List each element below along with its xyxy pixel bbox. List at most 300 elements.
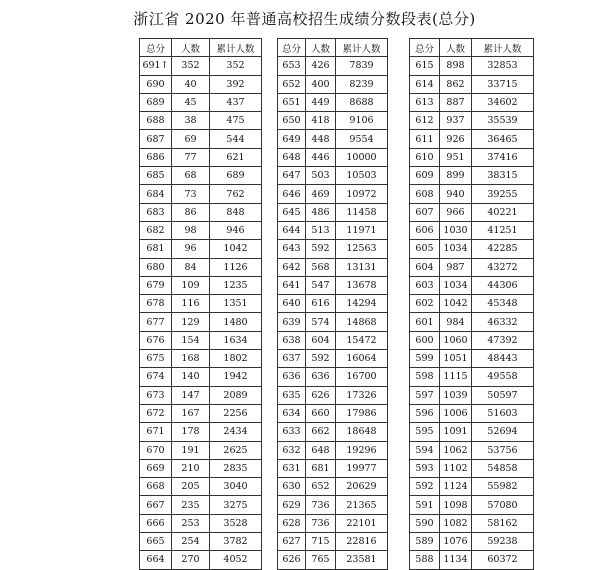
table-row (410, 313, 534, 331)
score-cell: 671 (140, 423, 172, 441)
table-row (140, 203, 262, 221)
score-cell: 650 (278, 112, 306, 130)
cumulative-cell: 7839 (336, 57, 388, 75)
count-cell: 1034 (440, 276, 472, 294)
table-row (410, 478, 534, 496)
score-cell: 675 (140, 350, 172, 368)
table-row (278, 368, 388, 386)
table-row (278, 441, 388, 459)
table-row (140, 441, 262, 459)
table-row (278, 551, 388, 569)
count-cell: 84 (172, 258, 210, 276)
score-cell: 691↑ (140, 57, 172, 75)
count-cell: 765 (306, 551, 336, 569)
count-cell: 1082 (440, 514, 472, 532)
cumulative-cell: 39255 (472, 185, 534, 203)
count-cell: 98 (172, 221, 210, 239)
score-cell: 643 (278, 240, 306, 258)
count-cell: 1134 (440, 551, 472, 569)
header-count: 人数 (306, 39, 336, 57)
score-cell: 605 (410, 240, 440, 258)
table-row (410, 295, 534, 313)
cumulative-cell: 17326 (336, 386, 388, 404)
count-cell: 937 (440, 112, 472, 130)
score-cell: 647 (278, 167, 306, 185)
count-cell: 253 (172, 514, 210, 532)
cumulative-cell: 55982 (472, 478, 534, 496)
cumulative-cell: 41251 (472, 221, 534, 239)
count-cell: 984 (440, 313, 472, 331)
score-cell: 664 (140, 551, 172, 569)
score-cell: 677 (140, 313, 172, 331)
table-row (140, 350, 262, 368)
cumulative-cell: 4052 (210, 551, 262, 569)
count-cell: 77 (172, 148, 210, 166)
table-row (278, 130, 388, 148)
cumulative-cell: 848 (210, 203, 262, 221)
table-row (140, 459, 262, 477)
header-cumulative: 累计人数 (472, 39, 534, 57)
count-cell: 987 (440, 258, 472, 276)
table-row (410, 368, 534, 386)
cumulative-cell: 16700 (336, 368, 388, 386)
table-row (140, 57, 262, 75)
table-row (140, 496, 262, 514)
table-row (140, 240, 262, 258)
cumulative-cell: 60372 (472, 551, 534, 569)
cumulative-cell: 44306 (472, 276, 534, 294)
count-cell: 254 (172, 533, 210, 551)
count-cell: 38 (172, 112, 210, 130)
count-cell: 140 (172, 368, 210, 386)
score-cell: 635 (278, 386, 306, 404)
table-row (410, 551, 534, 569)
table-row (140, 331, 262, 349)
cumulative-cell: 352 (210, 57, 262, 75)
table-row (278, 386, 388, 404)
cumulative-cell: 59238 (472, 533, 534, 551)
score-cell: 667 (140, 496, 172, 514)
count-cell: 1042 (440, 295, 472, 313)
cumulative-cell: 621 (210, 148, 262, 166)
header-cumulative: 累计人数 (336, 39, 388, 57)
score-cell: 603 (410, 276, 440, 294)
score-cell: 599 (410, 350, 440, 368)
count-cell: 681 (306, 459, 336, 477)
cumulative-cell: 42285 (472, 240, 534, 258)
count-cell: 547 (306, 276, 336, 294)
score-cell: 681 (140, 240, 172, 258)
score-cell: 638 (278, 331, 306, 349)
score-cell: 673 (140, 386, 172, 404)
count-cell: 899 (440, 167, 472, 185)
count-cell: 210 (172, 459, 210, 477)
count-cell: 191 (172, 441, 210, 459)
count-cell: 652 (306, 478, 336, 496)
cumulative-cell: 3275 (210, 496, 262, 514)
cumulative-cell: 32853 (472, 57, 534, 75)
score-cell: 688 (140, 112, 172, 130)
score-cell: 687 (140, 130, 172, 148)
cumulative-cell: 19977 (336, 459, 388, 477)
table-row (410, 148, 534, 166)
score-cell: 672 (140, 404, 172, 422)
table-header-row (410, 39, 534, 57)
cumulative-cell: 17986 (336, 404, 388, 422)
score-cell: 651 (278, 93, 306, 111)
score-cell: 615 (410, 57, 440, 75)
table-row (140, 276, 262, 294)
count-cell: 736 (306, 514, 336, 532)
cumulative-cell: 3782 (210, 533, 262, 551)
cumulative-cell: 16064 (336, 350, 388, 368)
cumulative-cell: 46332 (472, 313, 534, 331)
score-table-3 (409, 38, 534, 570)
cumulative-cell: 1802 (210, 350, 262, 368)
score-cell: 682 (140, 221, 172, 239)
score-cell: 588 (410, 551, 440, 569)
cumulative-cell: 14294 (336, 295, 388, 313)
cumulative-cell: 392 (210, 75, 262, 93)
cumulative-cell: 2625 (210, 441, 262, 459)
score-cell: 684 (140, 185, 172, 203)
score-cell: 644 (278, 221, 306, 239)
score-cell: 632 (278, 441, 306, 459)
cumulative-cell: 3528 (210, 514, 262, 532)
table-row (410, 112, 534, 130)
count-cell: 205 (172, 478, 210, 496)
cumulative-cell: 13678 (336, 276, 388, 294)
score-cell: 641 (278, 276, 306, 294)
cumulative-cell: 2089 (210, 386, 262, 404)
score-cell: 631 (278, 459, 306, 477)
cumulative-cell: 18648 (336, 423, 388, 441)
score-cell: 674 (140, 368, 172, 386)
count-cell: 926 (440, 130, 472, 148)
header-score: 总分 (410, 39, 440, 57)
cumulative-cell: 52694 (472, 423, 534, 441)
table-row (410, 221, 534, 239)
header-count: 人数 (172, 39, 210, 57)
table-row (410, 496, 534, 514)
table-row (140, 112, 262, 130)
count-cell: 1076 (440, 533, 472, 551)
score-cell: 670 (140, 441, 172, 459)
count-cell: 1006 (440, 404, 472, 422)
cumulative-cell: 13131 (336, 258, 388, 276)
count-cell: 486 (306, 203, 336, 221)
score-cell: 642 (278, 258, 306, 276)
table-row (410, 240, 534, 258)
count-cell: 616 (306, 295, 336, 313)
score-cell: 685 (140, 167, 172, 185)
table-row (140, 75, 262, 93)
count-cell: 898 (440, 57, 472, 75)
table-row (140, 130, 262, 148)
count-cell: 592 (306, 350, 336, 368)
score-cell: 600 (410, 331, 440, 349)
score-cell: 636 (278, 368, 306, 386)
score-cell: 626 (278, 551, 306, 569)
cumulative-cell: 12563 (336, 240, 388, 258)
score-cell: 596 (410, 404, 440, 422)
cumulative-cell: 8688 (336, 93, 388, 111)
count-cell: 448 (306, 130, 336, 148)
cumulative-cell: 946 (210, 221, 262, 239)
count-cell: 86 (172, 203, 210, 221)
count-cell: 568 (306, 258, 336, 276)
table-row (278, 313, 388, 331)
table-row (410, 459, 534, 477)
cumulative-cell: 53756 (472, 441, 534, 459)
table-row (278, 459, 388, 477)
table-row (140, 148, 262, 166)
table-row (278, 75, 388, 93)
table-row (278, 295, 388, 313)
table-row (410, 441, 534, 459)
count-cell: 736 (306, 496, 336, 514)
score-cell: 590 (410, 514, 440, 532)
count-cell: 1062 (440, 441, 472, 459)
cumulative-cell: 1480 (210, 313, 262, 331)
cumulative-cell: 40221 (472, 203, 534, 221)
score-cell: 666 (140, 514, 172, 532)
count-cell: 1115 (440, 368, 472, 386)
count-cell: 109 (172, 276, 210, 294)
cumulative-cell: 51603 (472, 404, 534, 422)
table-row (410, 350, 534, 368)
count-cell: 940 (440, 185, 472, 203)
score-cell: 665 (140, 533, 172, 551)
cumulative-cell: 33715 (472, 75, 534, 93)
score-cell: 589 (410, 533, 440, 551)
score-cell: 602 (410, 295, 440, 313)
table-row (278, 221, 388, 239)
score-cell: 604 (410, 258, 440, 276)
count-cell: 636 (306, 368, 336, 386)
cumulative-cell: 48443 (472, 350, 534, 368)
cumulative-cell: 2434 (210, 423, 262, 441)
table-row (278, 496, 388, 514)
table-row (410, 386, 534, 404)
cumulative-cell: 22816 (336, 533, 388, 551)
count-cell: 1030 (440, 221, 472, 239)
score-cell: 652 (278, 75, 306, 93)
table-row (410, 258, 534, 276)
score-cell: 633 (278, 423, 306, 441)
count-cell: 116 (172, 295, 210, 313)
cumulative-cell: 8239 (336, 75, 388, 93)
table-row (140, 185, 262, 203)
table-row (278, 112, 388, 130)
cumulative-cell: 762 (210, 185, 262, 203)
cumulative-cell: 10972 (336, 185, 388, 203)
table-row (278, 93, 388, 111)
table-row (140, 258, 262, 276)
score-cell: 648 (278, 148, 306, 166)
cumulative-cell: 2256 (210, 404, 262, 422)
score-cell: 628 (278, 514, 306, 532)
score-cell: 591 (410, 496, 440, 514)
cumulative-cell: 20629 (336, 478, 388, 496)
cumulative-cell: 9106 (336, 112, 388, 130)
cumulative-cell: 54858 (472, 459, 534, 477)
cumulative-cell: 1126 (210, 258, 262, 276)
count-cell: 574 (306, 313, 336, 331)
table-row (140, 167, 262, 185)
cumulative-cell: 1042 (210, 240, 262, 258)
count-cell: 167 (172, 404, 210, 422)
cumulative-cell: 43272 (472, 258, 534, 276)
cumulative-cell: 1634 (210, 331, 262, 349)
cumulative-cell: 1942 (210, 368, 262, 386)
cumulative-cell: 37416 (472, 148, 534, 166)
count-cell: 40 (172, 75, 210, 93)
count-cell: 352 (172, 57, 210, 75)
count-cell: 862 (440, 75, 472, 93)
score-cell: 597 (410, 386, 440, 404)
score-table-2 (277, 38, 388, 570)
score-cell: 637 (278, 350, 306, 368)
count-cell: 96 (172, 240, 210, 258)
count-cell: 513 (306, 221, 336, 239)
score-cell: 645 (278, 203, 306, 221)
table-row (278, 57, 388, 75)
score-cell: 595 (410, 423, 440, 441)
table-row (410, 93, 534, 111)
count-cell: 592 (306, 240, 336, 258)
table-row (278, 533, 388, 551)
score-cell: 609 (410, 167, 440, 185)
cumulative-cell: 50597 (472, 386, 534, 404)
cumulative-cell: 3040 (210, 478, 262, 496)
count-cell: 129 (172, 313, 210, 331)
count-cell: 604 (306, 331, 336, 349)
score-cell: 608 (410, 185, 440, 203)
table-row (278, 203, 388, 221)
count-cell: 235 (172, 496, 210, 514)
table-row (410, 423, 534, 441)
cumulative-cell: 19296 (336, 441, 388, 459)
count-cell: 418 (306, 112, 336, 130)
count-cell: 426 (306, 57, 336, 75)
table-row (278, 148, 388, 166)
table-row (140, 404, 262, 422)
count-cell: 449 (306, 93, 336, 111)
table-header-row (278, 39, 388, 57)
cumulative-cell: 689 (210, 167, 262, 185)
cumulative-cell: 10503 (336, 167, 388, 185)
score-cell: 630 (278, 478, 306, 496)
score-cell: 680 (140, 258, 172, 276)
count-cell: 1098 (440, 496, 472, 514)
count-cell: 446 (306, 148, 336, 166)
cumulative-cell: 475 (210, 112, 262, 130)
cumulative-cell: 1351 (210, 295, 262, 313)
table-row (410, 331, 534, 349)
header-cumulative: 累计人数 (210, 39, 262, 57)
table-row (278, 276, 388, 294)
score-cell: 594 (410, 441, 440, 459)
cumulative-cell: 10000 (336, 148, 388, 166)
score-cell: 678 (140, 295, 172, 313)
table-row (140, 386, 262, 404)
table-row (410, 185, 534, 203)
table-row (410, 533, 534, 551)
count-cell: 1102 (440, 459, 472, 477)
count-cell: 966 (440, 203, 472, 221)
table-row (140, 533, 262, 551)
table-header-row (140, 39, 262, 57)
count-cell: 648 (306, 441, 336, 459)
cumulative-cell: 34602 (472, 93, 534, 111)
count-cell: 168 (172, 350, 210, 368)
table-row (410, 75, 534, 93)
score-cell: 634 (278, 404, 306, 422)
score-cell: 679 (140, 276, 172, 294)
count-cell: 69 (172, 130, 210, 148)
count-cell: 400 (306, 75, 336, 93)
cumulative-cell: 38315 (472, 167, 534, 185)
score-cell: 614 (410, 75, 440, 93)
table-row (140, 221, 262, 239)
count-cell: 1039 (440, 386, 472, 404)
table-row (410, 57, 534, 75)
score-cell: 592 (410, 478, 440, 496)
score-cell: 627 (278, 533, 306, 551)
cumulative-cell: 35539 (472, 112, 534, 130)
header-score: 总分 (278, 39, 306, 57)
score-cell: 649 (278, 130, 306, 148)
cumulative-cell: 11971 (336, 221, 388, 239)
cumulative-cell: 11458 (336, 203, 388, 221)
table-row (140, 514, 262, 532)
score-cell: 629 (278, 496, 306, 514)
score-cell: 640 (278, 295, 306, 313)
score-cell: 598 (410, 368, 440, 386)
cumulative-cell: 1235 (210, 276, 262, 294)
table-row (140, 423, 262, 441)
cumulative-cell: 9554 (336, 130, 388, 148)
score-cell: 601 (410, 313, 440, 331)
table-row (278, 185, 388, 203)
table-row (410, 203, 534, 221)
table-row (410, 514, 534, 532)
cumulative-cell: 47392 (472, 331, 534, 349)
score-cell: 690 (140, 75, 172, 93)
score-cell: 669 (140, 459, 172, 477)
cumulative-cell: 21365 (336, 496, 388, 514)
table-row (278, 350, 388, 368)
count-cell: 887 (440, 93, 472, 111)
table-row (410, 404, 534, 422)
count-cell: 503 (306, 167, 336, 185)
table-row (278, 167, 388, 185)
count-cell: 626 (306, 386, 336, 404)
count-cell: 147 (172, 386, 210, 404)
score-cell: 612 (410, 112, 440, 130)
count-cell: 951 (440, 148, 472, 166)
count-cell: 715 (306, 533, 336, 551)
table-row (278, 331, 388, 349)
score-cell: 593 (410, 459, 440, 477)
table-row (278, 514, 388, 532)
table-row (140, 295, 262, 313)
score-cell: 611 (410, 130, 440, 148)
count-cell: 270 (172, 551, 210, 569)
cumulative-cell: 15472 (336, 331, 388, 349)
table-row (278, 240, 388, 258)
